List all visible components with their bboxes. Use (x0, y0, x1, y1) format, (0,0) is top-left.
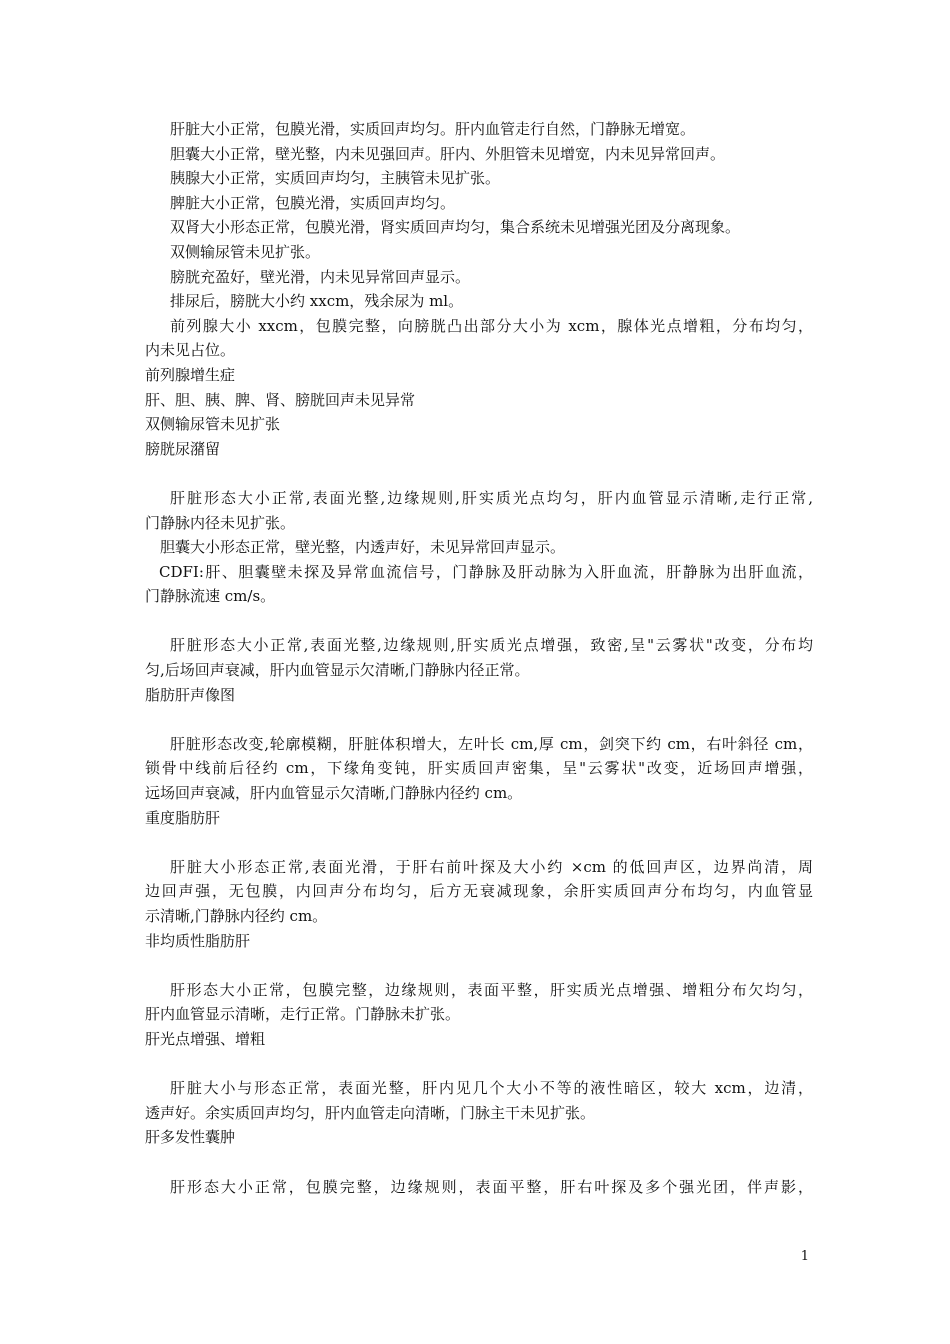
diagnosis-heterogeneous-fatty-liver: 非均质性脂肪肝 (145, 931, 251, 950)
diagnosis-echo-enhanced: 肝光点增强、增粗 (145, 1029, 266, 1048)
blank-line (145, 609, 813, 634)
paragraph-gallbladder-normal: 胆囊大小正常，壁光整，内未见强回声。肝内、外胆管未见增宽，内未见异常回声。 (170, 144, 726, 163)
diagnosis-multiple-liver-cysts: 肝多发性囊肿 (145, 1128, 236, 1147)
paragraph-post-void: 排尿后，膀胱大小约 xxcm，残余尿为 ml。 (170, 292, 464, 311)
blank-line (145, 707, 813, 732)
paragraph-spleen-normal: 脾脏大小正常，包膜光滑，实质回声均匀。 (170, 193, 456, 212)
paragraph-cdfi-line-1: CDFI:肝、胆囊壁未探及异常血流信号，门静脉及肝动脉为入肝血流，肝静脉为出肝血流， (159, 562, 813, 581)
blank-line (145, 953, 813, 978)
paragraph-ureters-normal: 双侧输尿管未见扩张。 (170, 242, 321, 261)
paragraph-cdfi-line-2: 门静脉流速 cm/s。 (145, 587, 276, 606)
page-number: 1 (800, 1249, 809, 1264)
paragraph-heterogeneous-line-1: 肝脏大小形态正常,表面光滑，于肝右前叶探及大小约 ×cm 的低回声区，边界尚清，周 (170, 857, 813, 876)
diagnosis-ureters-normal: 双侧输尿管未见扩张 (145, 415, 281, 434)
paragraph-fatty-liver-line-2: 匀,后场回声衰减，肝内血管显示欠清晰,门静脉内径正常。 (145, 661, 530, 680)
document-body (145, 117, 813, 1199)
paragraph-bladder-normal: 膀胱充盈好，壁光滑，内未见异常回声显示。 (170, 267, 471, 286)
paragraph-liver-shape-line-1: 肝脏形态大小正常,表面光整,边缘规则,肝实质光点均匀，肝内血管显示清晰,走行正常, (170, 488, 813, 507)
diagnosis-urinary-retention: 膀胱尿潴留 (145, 439, 221, 458)
paragraph-cysts-line-2: 透声好。余实质回声均匀，肝内血管走向清晰，门脉主干未见扩张。 (145, 1103, 596, 1122)
paragraph-liver-normal: 肝脏大小正常，包膜光滑，实质回声均匀。肝内血管走行自然，门静脉无增宽。 (170, 120, 696, 138)
paragraph-severe-fatty-line-1: 肝脏形态改变,轮廓模糊，肝脏体积增大，左叶长 cm,厚 cm，剑突下约 cm，右叶斜径 cm， (170, 734, 813, 753)
paragraph-kidneys-normal: 双肾大小形态正常，包膜光滑，肾实质回声均匀，集合系统未见增强光团及分离现象。 (170, 218, 741, 237)
paragraph-pancreas-normal: 胰腺大小正常，实质回声均匀，主胰管未见扩张。 (170, 169, 501, 188)
diagnosis-prostate-hyperplasia: 前列腺增生症 (145, 365, 236, 384)
paragraph-cysts-line-1: 肝脏大小与形态正常，表面光整，肝内见几个大小不等的液性暗区，较大 xcm，边清， (170, 1079, 813, 1098)
paragraph-echo-enhanced-line-1: 肝形态大小正常，包膜完整，边缘规则，表面平整，肝实质光点增强、增粗分布欠均匀， (170, 980, 813, 999)
diagnosis-severe-fatty-liver: 重度脂肪肝 (145, 808, 221, 827)
blank-line (145, 1052, 813, 1077)
blank-line (145, 830, 813, 855)
diagnosis-fatty-liver-image: 脂肪肝声像图 (145, 685, 236, 704)
paragraph-prostate-line-1: 前列腺大小 xxcm，包膜完整，向膀胱凸出部分大小为 xcm，腺体光点增粗，分布均匀， (170, 316, 813, 335)
paragraph-heterogeneous-line-3: 示清晰,门静脉内径约 cm。 (145, 907, 328, 925)
paragraph-echo-enhanced-line-2: 肝内血管显示清晰，走行正常。门静脉未扩张。 (145, 1005, 461, 1024)
blank-line (145, 1150, 813, 1175)
paragraph-heterogeneous-line-2: 边回声强，无包膜，内回声分布均匀，后方无衰减现象，余肝实质回声分布均匀，内血管显 (145, 882, 813, 901)
blank-line (145, 461, 813, 486)
paragraph-fatty-liver-line-1: 肝脏形态大小正常,表面光整,边缘规则,肝实质光点增强，致密,呈"云雾状"改变，分布均 (170, 636, 813, 655)
paragraph-liver-shape-line-2: 门静脉内径未见扩张。 (145, 513, 296, 532)
paragraph-prostate-line-2: 内未见占位。 (145, 341, 236, 360)
paragraph-severe-fatty-line-3: 远场回声衰减，肝内血管显示欠清晰,门静脉内径约 cm。 (145, 784, 523, 803)
paragraph-gallbladder-shape: 胆囊大小形态正常，壁光整，内透声好，未见异常回声显示。 (160, 538, 566, 557)
diagnosis-organs-normal: 肝、胆、胰、脾、肾、膀胱回声未见异常 (145, 390, 416, 409)
paragraph-calcification-line-1: 肝形态大小正常，包膜完整，边缘规则，表面平整，肝右叶探及多个强光团，伴声影， (170, 1177, 813, 1196)
paragraph-severe-fatty-line-2: 锁骨中线前后径约 cm，下缘角变钝，肝实质回声密集，呈"云雾状"改变，近场回声增强， (145, 759, 813, 778)
